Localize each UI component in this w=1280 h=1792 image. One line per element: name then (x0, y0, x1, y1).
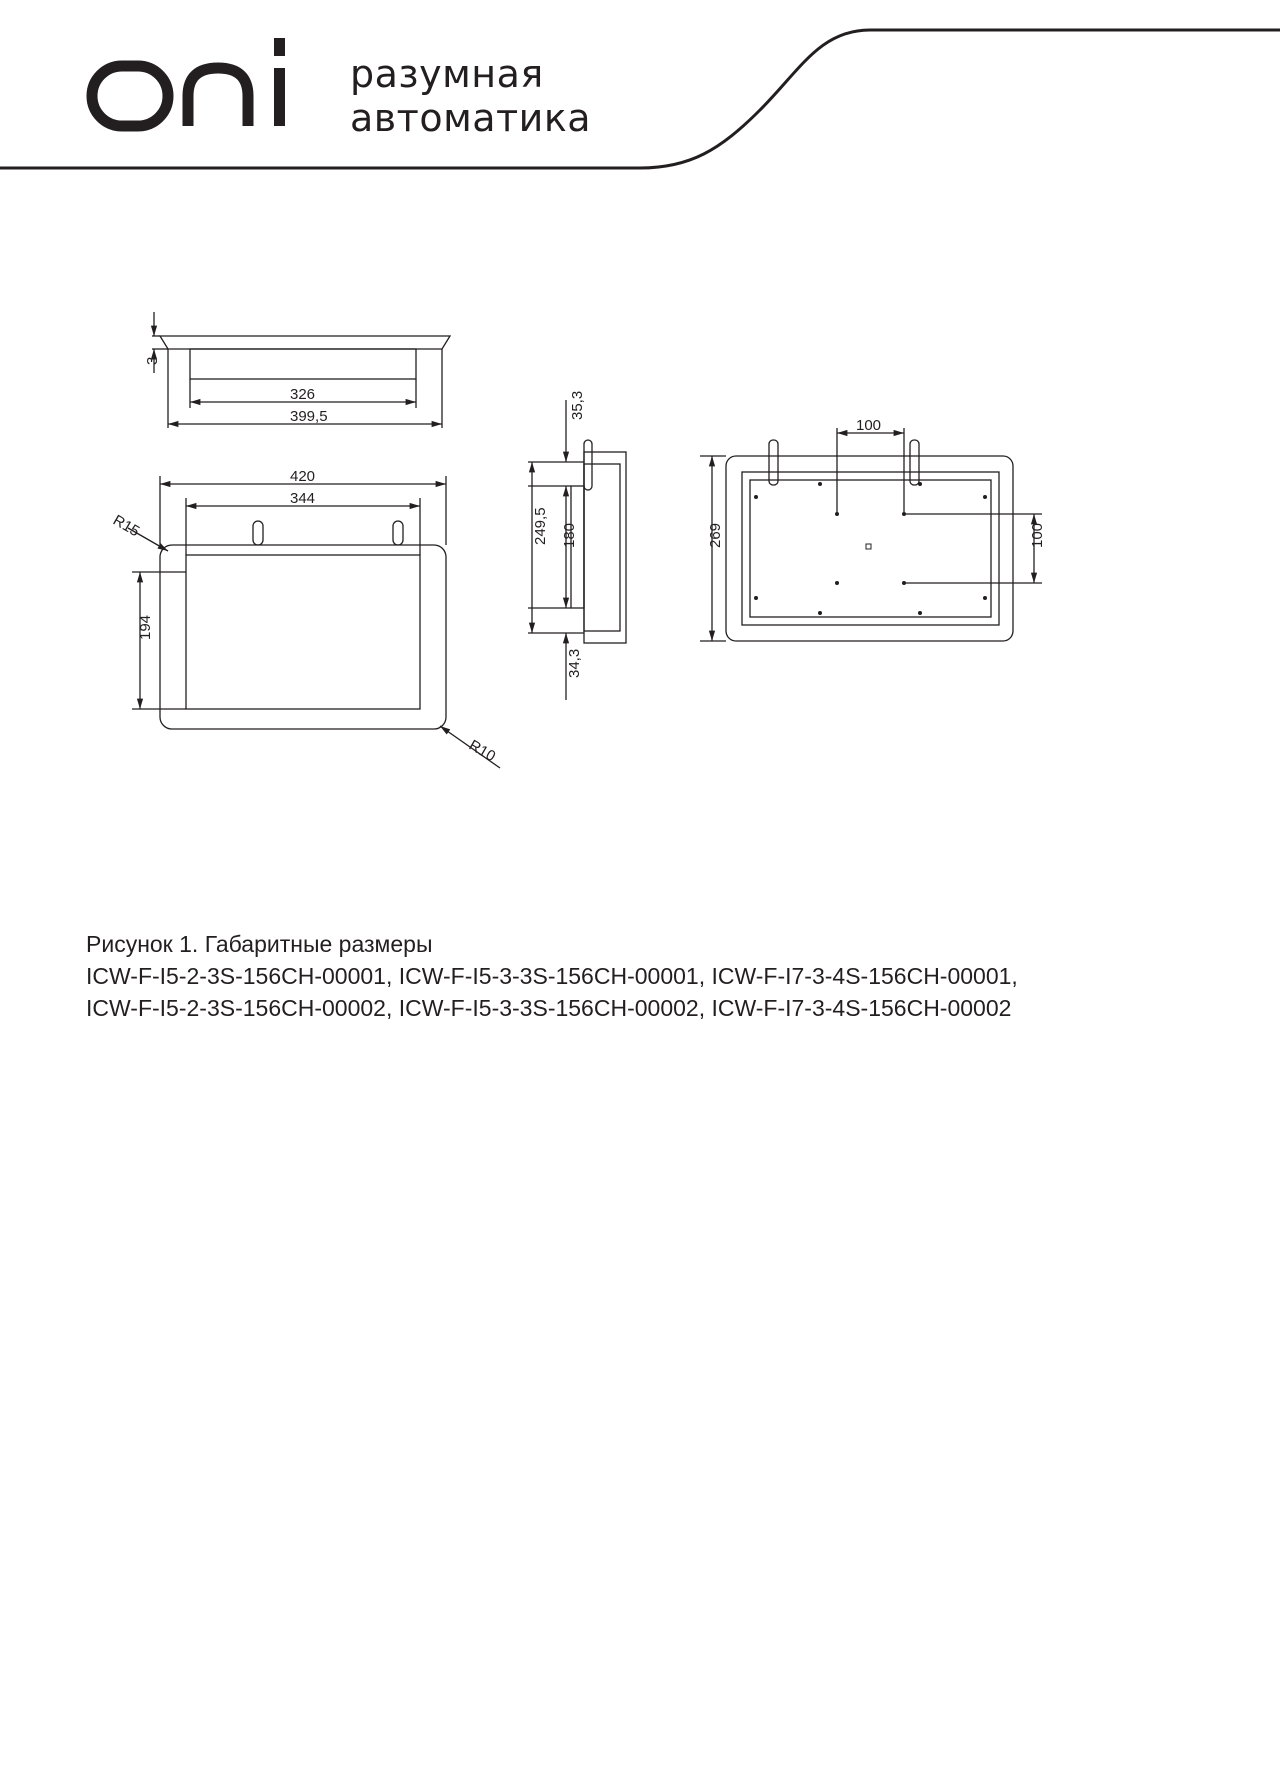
dim-front-height: 194 (137, 614, 154, 640)
dim-top-thickness: 3 (144, 356, 161, 365)
caption-models-line-2: ICW-F-I5-2-3S-156CH-00002, ICW-F-I5-3-3S-156CH-00002, ICW-F-I7-3-4S-156CH-00002 (86, 995, 1012, 1021)
caption-title: Рисунок 1. Габаритные размеры (86, 931, 433, 957)
dim-top-outer-width: 399,5 (290, 408, 328, 425)
tagline-line-1: разумная (350, 52, 544, 96)
dim-vesa-vertical: 100 (1029, 522, 1046, 548)
dim-side-height: 249,5 (532, 507, 549, 545)
dim-radius-bottom: R10 (466, 736, 499, 766)
dim-front-screen-width: 344 (290, 490, 316, 507)
back-view (700, 428, 1042, 641)
back-view-holes (754, 482, 987, 615)
dim-front-width: 420 (290, 468, 316, 485)
caption-models-line-1: ICW-F-I5-2-3S-156CH-00001, ICW-F-I5-3-3S-156CH-00001, ICW-F-I7-3-4S-156CH-00001, (86, 963, 1018, 989)
dim-side-bottom-offset: 34,3 (566, 648, 583, 678)
dim-side-mount: 180 (561, 522, 578, 548)
page-header (0, 0, 1280, 180)
dim-side-top-offset: 35,3 (569, 390, 586, 420)
figure-caption (86, 928, 1236, 1024)
dim-back-height: 269 (707, 522, 724, 548)
dim-top-inner-width: 326 (290, 386, 316, 403)
front-view (128, 476, 500, 768)
tagline-line-2: автоматика (350, 96, 592, 140)
dim-radius-top: R15 (110, 511, 143, 541)
dimension-drawing (0, 280, 1280, 800)
oni-logo (84, 28, 304, 138)
dim-vesa-horizontal: 100 (856, 417, 882, 434)
